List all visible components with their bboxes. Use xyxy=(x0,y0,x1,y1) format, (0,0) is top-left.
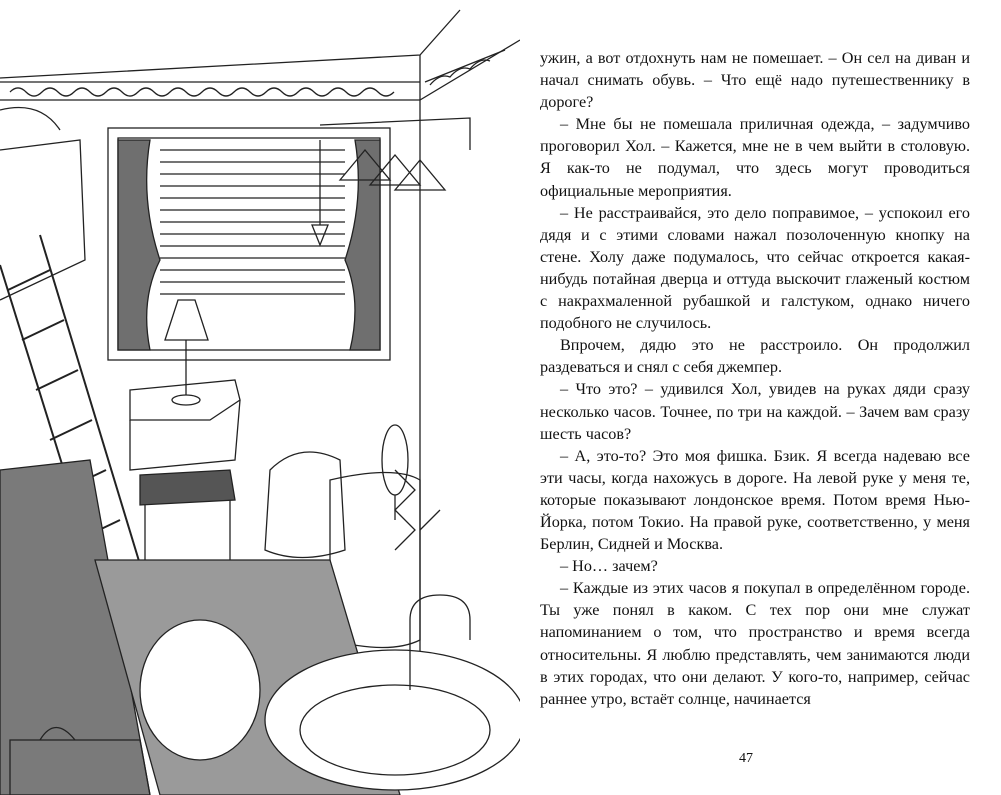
mirror xyxy=(382,425,408,495)
paragraph: – Не расстраивайся, это дело поправимое, – успокоил его дядя и с этими словами нажал позолоченную кнопку на стене. Холу даже подумалось, что сейчас откроется какая-нибудь потайная дверца и оттуда выскочит глаженый костюм с накрахмаленной рубашкой и галстуком, однако ничего подобного не случилось. xyxy=(540,203,970,333)
window-inner xyxy=(118,138,380,350)
paragraph: – Но… зачем? xyxy=(560,557,658,576)
clothes-rail xyxy=(320,118,470,150)
pull-cord-weight xyxy=(312,225,328,245)
sink xyxy=(265,650,520,790)
text-column xyxy=(540,47,970,710)
paragraph: – А, это-то? Это моя фишка. Бзик. Я всегда надеваю все эти часы, когда нахожусь в дороге. На левой руке у меня те, которые показывают лондонское время. Потом время Нью-Йорка, потом Токио. На правой руке, соответственно, у меня Берлин, Сидней и Москва. xyxy=(540,446,970,554)
paragraph: – Каждые из этих часов я покупал в определённом городе. Ты уже понял в каком. С тех пор они мне служат напоминанием о том, что пространство и время всегда относительны. Я люблю представлять, чем занимаются люди в этих городах, что они делают. У кого-то, например, сейчас раннее утро, встаёт солнце, начинается xyxy=(540,579,970,708)
pillow xyxy=(0,108,60,131)
frieze-line xyxy=(0,40,520,100)
page-number: 47 xyxy=(739,751,753,766)
paragraph: ужин, а вот отдохнуть нам не помешает. – Он сел на диван и начал снимать обувь. – Что ещё надо путешественнику в дороге? xyxy=(540,49,970,112)
ceiling-line xyxy=(0,10,460,78)
paragraph: – Что это? – удивился Хол, увидев на руках дяди сразу несколько часов. Точнее, по три на каждой. – Зачем вам сразу шесть часов? xyxy=(540,380,970,443)
window-blind xyxy=(160,150,345,294)
stool xyxy=(140,470,235,570)
paragraph: – Мне бы не помешала приличная одежда, – задумчиво проговорил Хол. – Кажется, мне не в чем выйти в столовую. Я как-то не подумал, что здесь могут проводиться официальные мероприятия. xyxy=(540,115,970,200)
upper-bunk xyxy=(0,140,85,300)
ornamental-frieze xyxy=(0,50,505,96)
accordion-arm xyxy=(395,470,440,550)
backpack xyxy=(265,452,345,558)
left-curtain xyxy=(118,140,160,350)
small-table xyxy=(130,380,240,420)
table-lamp xyxy=(165,300,208,405)
right-curtain xyxy=(345,140,380,350)
paragraph: Впрочем, дядю это не расстроило. Он продолжил раздеваться и снял с себя джемпер. xyxy=(540,336,970,377)
toilet-seat xyxy=(140,620,260,760)
